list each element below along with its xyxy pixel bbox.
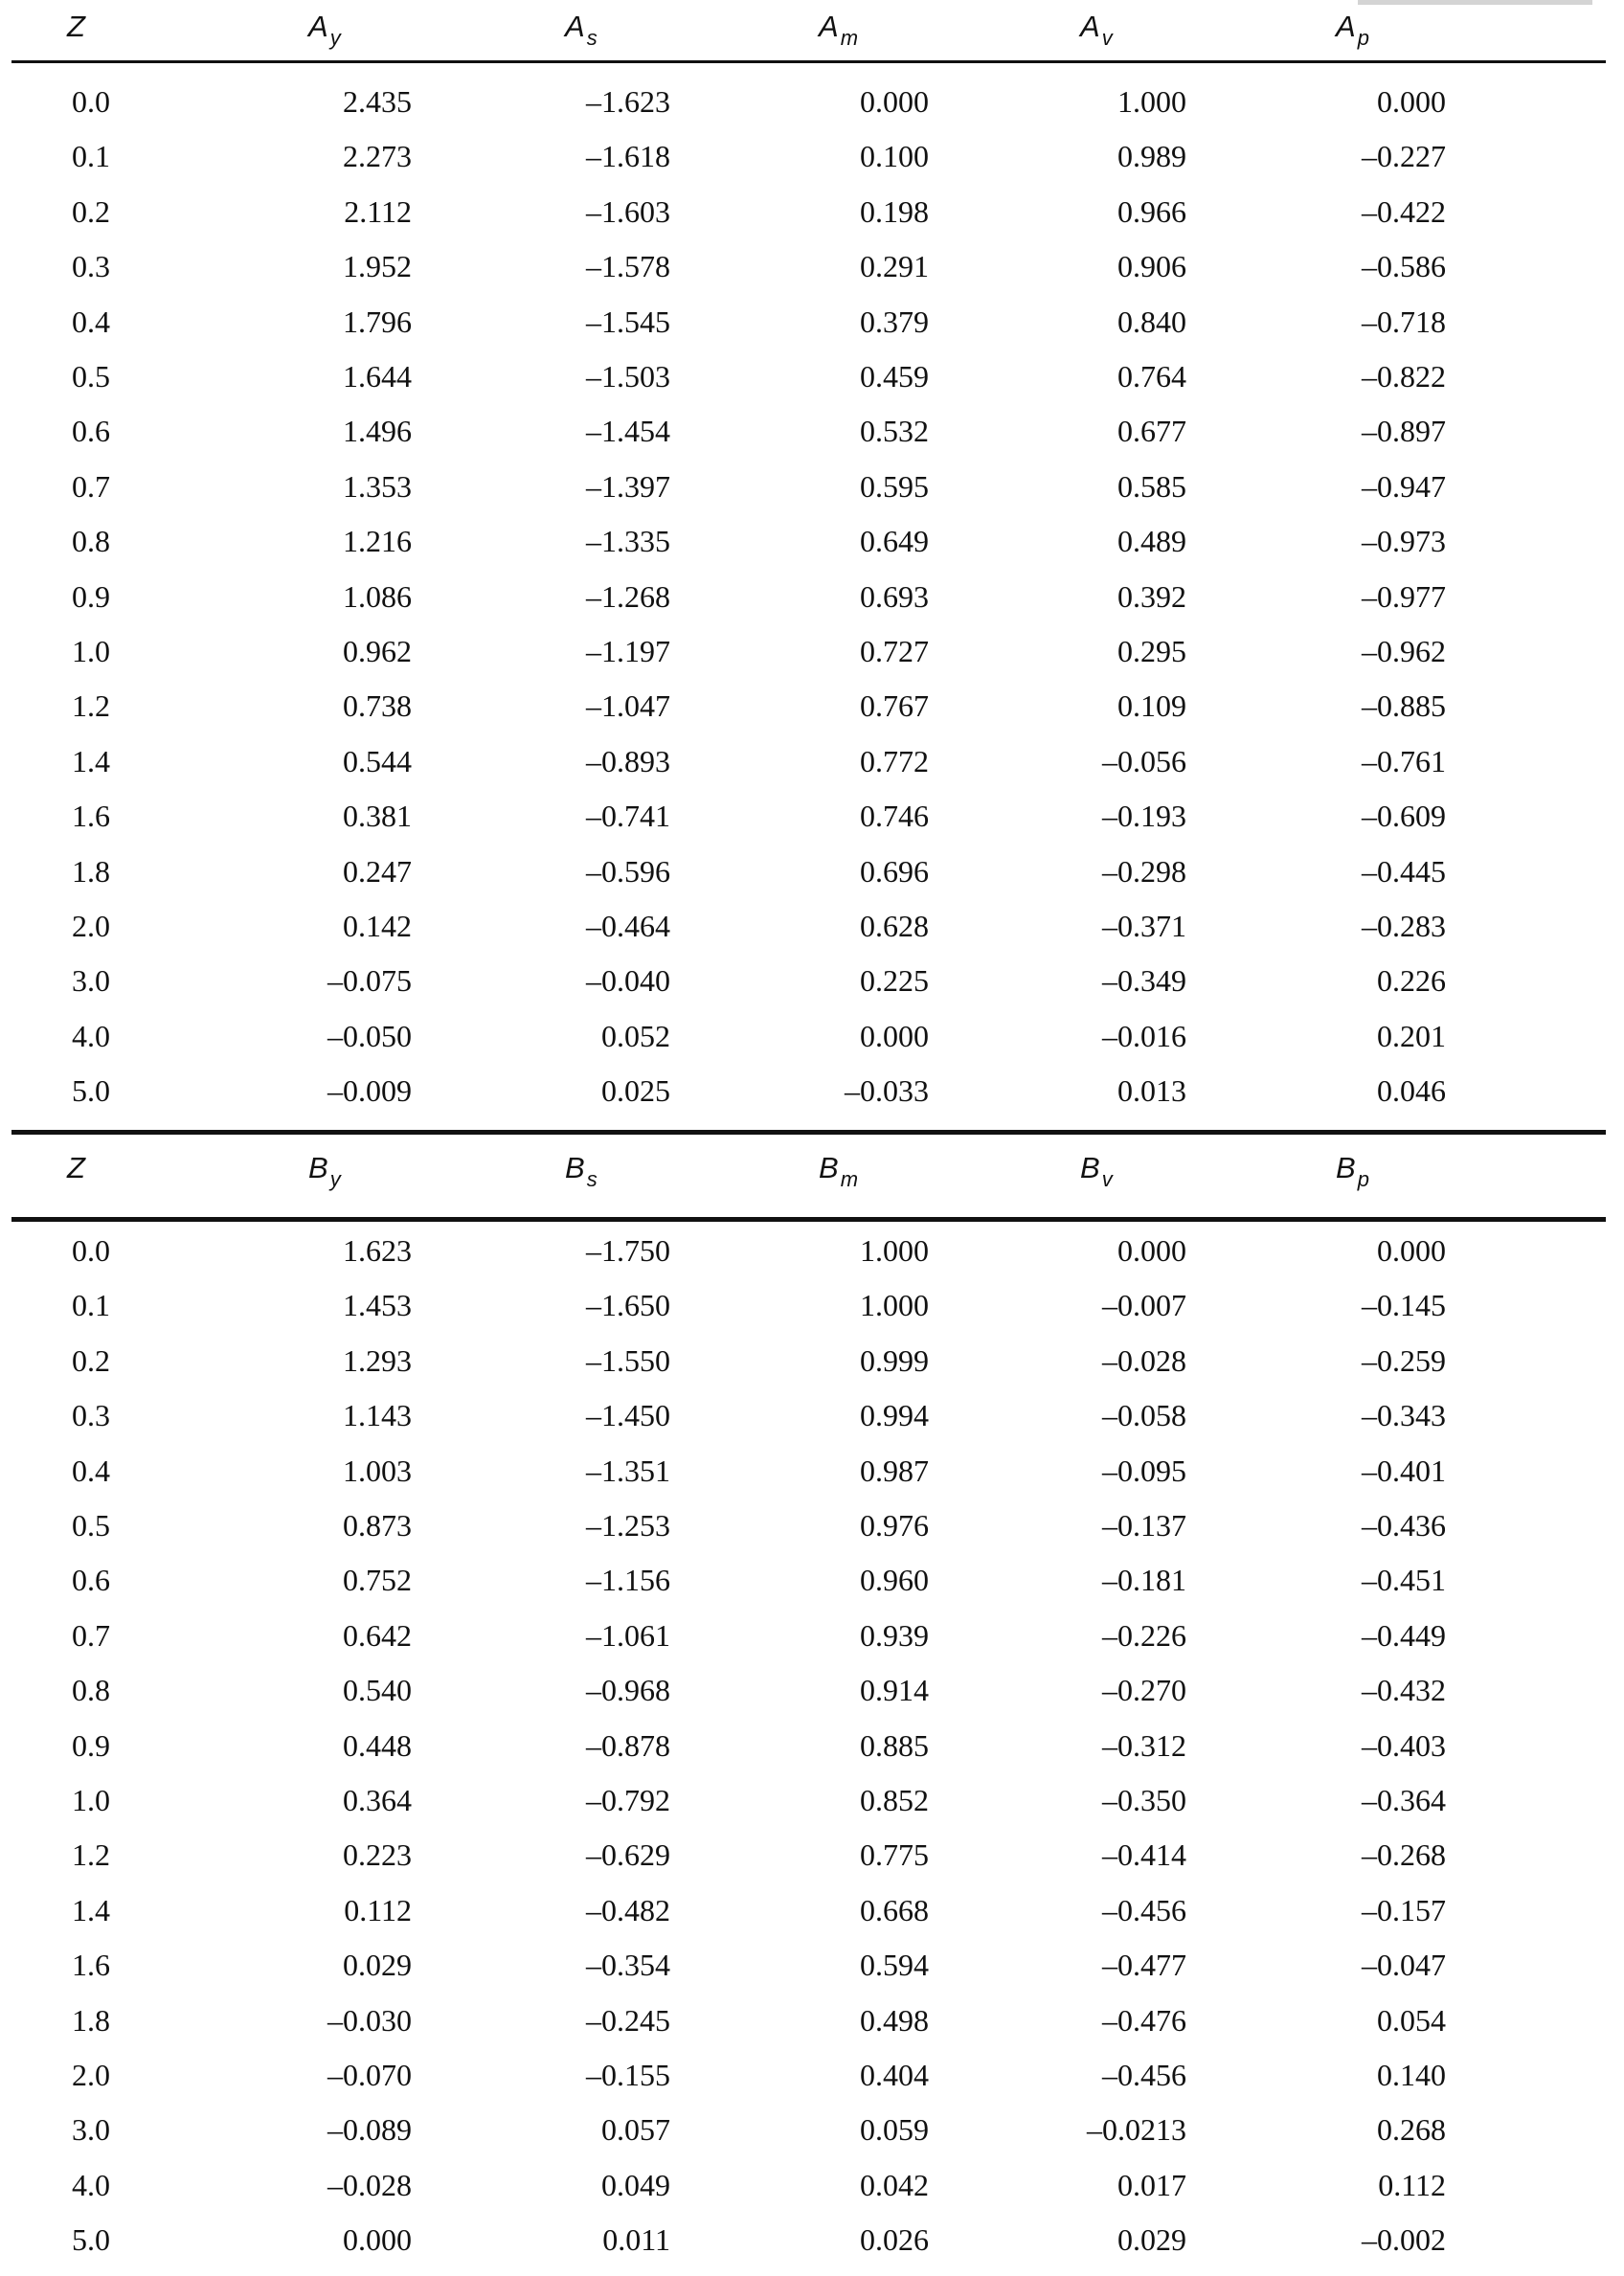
cell-y-value: –0.075 xyxy=(327,963,412,999)
cell-y-value: 1.644 xyxy=(343,359,412,394)
cell-s-value: –1.268 xyxy=(586,578,670,614)
cell-p-value: 0.046 xyxy=(1377,1073,1446,1109)
cell-s-value: –0.464 xyxy=(586,909,670,943)
cell-s-value: 0.011 xyxy=(602,2222,670,2258)
cell-z-value: 1.4 xyxy=(72,743,110,778)
table-row xyxy=(0,1506,1624,1561)
cell-v-value: –0.414 xyxy=(1102,1837,1186,1873)
cell-s-value: –1.750 xyxy=(586,1233,670,1268)
cell-m-value: 0.404 xyxy=(860,2058,929,2092)
cell-v-value: 0.109 xyxy=(1117,688,1186,724)
cell-y-value: –0.009 xyxy=(327,1073,412,1109)
cell-p-value: 0.201 xyxy=(1377,1018,1446,1053)
column-header-b-s: $B_s$ xyxy=(565,1151,598,1191)
cell-z-value: 1.6 xyxy=(72,799,110,834)
column-header-b-y: $B_y$ xyxy=(308,1151,341,1191)
cell-m-value: 0.885 xyxy=(860,1727,929,1763)
table-row xyxy=(0,907,1624,961)
cell-y-value: –0.050 xyxy=(327,1018,412,1053)
table-row xyxy=(0,632,1624,687)
cell-v-value: –0.226 xyxy=(1102,1617,1186,1653)
cell-p-value: –0.885 xyxy=(1362,688,1446,724)
table-row xyxy=(0,82,1624,137)
cell-s-value: 0.057 xyxy=(601,2112,670,2148)
table-row xyxy=(0,303,1624,357)
table-row xyxy=(0,2166,1624,2220)
column-header-z: Z xyxy=(67,10,85,43)
column-header-a-m: $A_m$ xyxy=(819,10,859,50)
cell-z-value: 0.3 xyxy=(72,249,110,284)
table-row xyxy=(0,797,1624,851)
cell-y-value: 0.540 xyxy=(343,1673,412,1708)
cell-v-value: –0.095 xyxy=(1102,1453,1186,1488)
cell-p-value: 0.140 xyxy=(1377,2058,1446,2092)
cell-v-value: 0.013 xyxy=(1117,1073,1186,1109)
table-row xyxy=(0,1071,1624,1126)
cell-p-value: –0.343 xyxy=(1362,1398,1446,1433)
cell-y-value: 1.353 xyxy=(343,468,412,504)
cell-y-value: 2.273 xyxy=(343,139,412,174)
cell-z-value: 1.8 xyxy=(72,2002,110,2038)
cell-v-value: 0.489 xyxy=(1117,524,1186,559)
cell-s-value: –0.741 xyxy=(586,799,670,834)
cell-p-value: –0.947 xyxy=(1362,468,1446,504)
cell-z-value: 0.2 xyxy=(72,1342,110,1378)
table-row xyxy=(0,1341,1624,1396)
cell-p-value: –0.962 xyxy=(1362,634,1446,668)
cell-v-value: –0.016 xyxy=(1102,1018,1186,1053)
cell-y-value: 0.381 xyxy=(343,799,412,834)
cell-y-value: 1.086 xyxy=(343,578,412,614)
cell-z-value: 5.0 xyxy=(72,2222,110,2258)
cell-p-value: –0.586 xyxy=(1362,249,1446,284)
cell-y-value: 2.112 xyxy=(344,193,412,229)
cell-s-value: 0.052 xyxy=(601,1018,670,1053)
cell-m-value: 0.727 xyxy=(860,634,929,668)
cell-z-value: 3.0 xyxy=(72,2112,110,2148)
cell-s-value: 0.049 xyxy=(601,2167,670,2202)
cell-s-value: –1.623 xyxy=(586,84,670,119)
column-header-z: Z xyxy=(67,1151,85,1184)
cell-m-value: 0.042 xyxy=(860,2167,929,2202)
cell-y-value: 1.293 xyxy=(343,1342,412,1378)
cell-m-value: 0.532 xyxy=(860,414,929,449)
cell-p-value: –0.718 xyxy=(1362,304,1446,339)
cell-y-value: 0.364 xyxy=(343,1783,412,1817)
cell-p-value: –0.973 xyxy=(1362,524,1446,559)
column-header-b-v: $B_v$ xyxy=(1080,1151,1113,1191)
table-row xyxy=(0,852,1624,907)
table-row xyxy=(0,2001,1624,2056)
cell-v-value: –0.056 xyxy=(1102,743,1186,778)
cell-s-value: –1.047 xyxy=(586,688,670,724)
table-row xyxy=(0,1891,1624,1946)
cell-z-value: 0.4 xyxy=(72,304,110,339)
cell-y-value: 0.142 xyxy=(343,909,412,943)
cell-m-value: 0.100 xyxy=(860,139,929,174)
cell-v-value: –0.181 xyxy=(1102,1563,1186,1598)
cell-v-value: –0.298 xyxy=(1102,853,1186,889)
cell-s-value: –1.197 xyxy=(586,634,670,668)
cell-s-value: –1.253 xyxy=(586,1508,670,1543)
cell-v-value: 0.029 xyxy=(1117,2222,1186,2258)
cell-z-value: 0.7 xyxy=(72,1617,110,1653)
table-row xyxy=(0,1561,1624,1615)
cell-z-value: 0.2 xyxy=(72,193,110,229)
cell-v-value: –0.137 xyxy=(1102,1508,1186,1543)
cell-p-value: 0.000 xyxy=(1377,84,1446,119)
cell-z-value: 0.5 xyxy=(72,359,110,394)
cell-y-value: –0.089 xyxy=(327,2112,412,2148)
table-row xyxy=(0,467,1624,522)
cell-z-value: 0.1 xyxy=(72,1288,110,1323)
cell-p-value: –0.364 xyxy=(1362,1783,1446,1817)
cell-p-value: –0.432 xyxy=(1362,1673,1446,1708)
column-header-a-v: $A_v$ xyxy=(1080,10,1113,50)
cell-m-value: 0.595 xyxy=(860,468,929,504)
table-a-header-rule xyxy=(11,60,1606,63)
cell-m-value: 0.999 xyxy=(860,1342,929,1378)
cell-p-value: –0.449 xyxy=(1362,1617,1446,1653)
cell-p-value: –0.403 xyxy=(1362,1727,1446,1763)
cell-p-value: –0.609 xyxy=(1362,799,1446,834)
cell-p-value: 0.054 xyxy=(1377,2002,1446,2038)
table-row xyxy=(0,247,1624,302)
cell-m-value: 0.775 xyxy=(860,1837,929,1873)
cell-m-value: 0.379 xyxy=(860,304,929,339)
cell-p-value: 0.000 xyxy=(1377,1233,1446,1268)
cell-v-value: 0.585 xyxy=(1117,468,1186,504)
cell-z-value: 1.8 xyxy=(72,853,110,889)
cell-s-value: –1.578 xyxy=(586,249,670,284)
cell-y-value: –0.028 xyxy=(327,2167,412,2202)
table-row xyxy=(0,192,1624,247)
cell-p-value: –0.047 xyxy=(1362,1948,1446,1983)
cell-m-value: 0.960 xyxy=(860,1563,929,1598)
table-row xyxy=(0,2056,1624,2110)
column-header-a-p: $A_p$ xyxy=(1336,10,1369,50)
cell-y-value: 0.000 xyxy=(343,2222,412,2258)
table-row xyxy=(0,577,1624,632)
table-row xyxy=(0,137,1624,192)
cell-p-value: –0.977 xyxy=(1362,578,1446,614)
cell-m-value: 0.994 xyxy=(860,1398,929,1433)
cell-y-value: 0.544 xyxy=(343,743,412,778)
cell-y-value: 1.496 xyxy=(343,414,412,449)
cell-m-value: 1.000 xyxy=(860,1233,929,1268)
cell-y-value: 1.453 xyxy=(343,1288,412,1323)
cell-s-value: –0.245 xyxy=(586,2002,670,2038)
cell-p-value: 0.112 xyxy=(1378,2167,1446,2202)
cell-p-value: –0.451 xyxy=(1362,1563,1446,1598)
cell-m-value: 0.649 xyxy=(860,524,929,559)
cell-s-value: –1.454 xyxy=(586,414,670,449)
cell-v-value: –0.312 xyxy=(1102,1727,1186,1763)
cell-m-value: 0.693 xyxy=(860,578,929,614)
table-row xyxy=(0,1017,1624,1071)
cell-z-value: 2.0 xyxy=(72,2058,110,2092)
cell-v-value: –0.028 xyxy=(1102,1342,1186,1378)
cell-v-value: –0.456 xyxy=(1102,1892,1186,1927)
table-row xyxy=(0,412,1624,466)
cell-m-value: 1.000 xyxy=(860,1288,929,1323)
cell-y-value: 0.223 xyxy=(343,1837,412,1873)
table-row xyxy=(0,1452,1624,1506)
column-header-a-y: $A_y$ xyxy=(308,10,341,50)
cell-s-value: –0.040 xyxy=(586,963,670,999)
cell-v-value: 0.989 xyxy=(1117,139,1186,174)
cell-s-value: –0.482 xyxy=(586,1892,670,1927)
cell-y-value: 0.448 xyxy=(343,1727,412,1763)
cell-s-value: –0.629 xyxy=(586,1837,670,1873)
cell-z-value: 0.6 xyxy=(72,414,110,449)
cell-z-value: 0.6 xyxy=(72,1563,110,1598)
cell-s-value: –1.545 xyxy=(586,304,670,339)
table-row xyxy=(0,961,1624,1016)
table-row xyxy=(0,1836,1624,1890)
cell-p-value: –0.445 xyxy=(1362,853,1446,889)
cell-p-value: –0.145 xyxy=(1362,1288,1446,1323)
cell-v-value: –0.193 xyxy=(1102,799,1186,834)
cell-m-value: 0.746 xyxy=(860,799,929,834)
cell-y-value: 0.752 xyxy=(343,1563,412,1598)
cell-z-value: 1.0 xyxy=(72,634,110,668)
cell-s-value: –0.893 xyxy=(586,743,670,778)
cell-p-value: –0.761 xyxy=(1362,743,1446,778)
cell-p-value: –0.822 xyxy=(1362,359,1446,394)
cell-p-value: –0.259 xyxy=(1362,1342,1446,1378)
cell-z-value: 0.1 xyxy=(72,139,110,174)
cell-s-value: 0.025 xyxy=(601,1073,670,1109)
cell-y-value: 0.962 xyxy=(343,634,412,668)
table-row xyxy=(0,357,1624,412)
cell-p-value: 0.226 xyxy=(1377,963,1446,999)
table-b-header-rule xyxy=(11,1217,1606,1222)
cell-p-value: –0.283 xyxy=(1362,909,1446,943)
cell-y-value: 2.435 xyxy=(343,84,412,119)
cell-y-value: –0.030 xyxy=(327,2002,412,2038)
cell-v-value: 0.840 xyxy=(1117,304,1186,339)
cell-v-value: 0.677 xyxy=(1117,414,1186,449)
scan-artifact xyxy=(1358,0,1592,5)
cell-y-value: 0.642 xyxy=(343,1617,412,1653)
cell-s-value: –0.596 xyxy=(586,853,670,889)
cell-s-value: –1.618 xyxy=(586,139,670,174)
table-row xyxy=(0,1396,1624,1451)
cell-z-value: 1.0 xyxy=(72,1783,110,1817)
cell-v-value: –0.0213 xyxy=(1087,2112,1186,2148)
cell-z-value: 0.0 xyxy=(72,84,110,119)
cell-p-value: –0.268 xyxy=(1362,1837,1446,1873)
cell-m-value: 0.059 xyxy=(860,2112,929,2148)
cell-m-value: 0.198 xyxy=(860,193,929,229)
cell-m-value: 0.291 xyxy=(860,249,929,284)
cell-s-value: –0.878 xyxy=(586,1727,670,1763)
table-row xyxy=(0,742,1624,797)
cell-v-value: 0.966 xyxy=(1117,193,1186,229)
table-a-header-row xyxy=(0,8,1624,56)
cell-m-value: 0.696 xyxy=(860,853,929,889)
cell-z-value: 0.7 xyxy=(72,468,110,504)
cell-m-value: 0.939 xyxy=(860,1617,929,1653)
cell-s-value: –1.335 xyxy=(586,524,670,559)
cell-z-value: 1.6 xyxy=(72,1948,110,1983)
cell-s-value: –1.156 xyxy=(586,1563,670,1598)
cell-y-value: 1.003 xyxy=(343,1453,412,1488)
cell-z-value: 0.8 xyxy=(72,1673,110,1708)
cell-s-value: –1.603 xyxy=(586,193,670,229)
column-header-b-m: $B_m$ xyxy=(819,1151,859,1191)
cell-v-value: 0.906 xyxy=(1117,249,1186,284)
cell-y-value: 1.623 xyxy=(343,1233,412,1268)
cell-z-value: 0.8 xyxy=(72,524,110,559)
cell-v-value: –0.058 xyxy=(1102,1398,1186,1433)
cell-s-value: –0.155 xyxy=(586,2058,670,2092)
cell-p-value: –0.157 xyxy=(1362,1892,1446,1927)
cell-p-value: –0.897 xyxy=(1362,414,1446,449)
cell-v-value: –0.371 xyxy=(1102,909,1186,943)
cell-y-value: 0.029 xyxy=(343,1948,412,1983)
cell-m-value: 0.914 xyxy=(860,1673,929,1708)
cell-s-value: –1.550 xyxy=(586,1342,670,1378)
cell-z-value: 1.2 xyxy=(72,1837,110,1873)
cell-z-value: 0.9 xyxy=(72,578,110,614)
cell-m-value: 0.225 xyxy=(860,963,929,999)
cell-z-value: 0.4 xyxy=(72,1453,110,1488)
cell-m-value: 0.000 xyxy=(860,84,929,119)
cell-v-value: 1.000 xyxy=(1117,84,1186,119)
table-divider-rule xyxy=(11,1130,1606,1135)
table-row xyxy=(0,2110,1624,2165)
cell-s-value: –1.351 xyxy=(586,1453,670,1488)
cell-v-value: –0.350 xyxy=(1102,1783,1186,1817)
cell-y-value: –0.070 xyxy=(327,2058,412,2092)
cell-m-value: 0.976 xyxy=(860,1508,929,1543)
cell-z-value: 1.4 xyxy=(72,1892,110,1927)
cell-s-value: –1.503 xyxy=(586,359,670,394)
cell-m-value: 0.987 xyxy=(860,1453,929,1488)
column-header-b-p: $B_p$ xyxy=(1336,1151,1369,1191)
cell-y-value: 1.796 xyxy=(343,304,412,339)
cell-v-value: –0.270 xyxy=(1102,1673,1186,1708)
table-row xyxy=(0,1946,1624,2000)
cell-p-value: –0.436 xyxy=(1362,1508,1446,1543)
cell-z-value: 0.5 xyxy=(72,1508,110,1543)
cell-y-value: 0.873 xyxy=(343,1508,412,1543)
cell-y-value: 0.247 xyxy=(343,853,412,889)
cell-v-value: 0.392 xyxy=(1117,578,1186,614)
cell-z-value: 0.3 xyxy=(72,1398,110,1433)
cell-z-value: 5.0 xyxy=(72,1073,110,1109)
column-header-a-s: $A_s$ xyxy=(565,10,598,50)
cell-v-value: 0.017 xyxy=(1117,2167,1186,2202)
cell-m-value: 0.498 xyxy=(860,2002,929,2038)
cell-s-value: –1.061 xyxy=(586,1617,670,1653)
cell-m-value: 0.026 xyxy=(860,2222,929,2258)
cell-y-value: 1.143 xyxy=(343,1398,412,1433)
table-b-header-row xyxy=(0,1149,1624,1197)
cell-s-value: –1.450 xyxy=(586,1398,670,1433)
cell-p-value: –0.002 xyxy=(1362,2222,1446,2258)
cell-p-value: 0.268 xyxy=(1377,2112,1446,2148)
table-row xyxy=(0,1671,1624,1725)
cell-m-value: 0.000 xyxy=(860,1018,929,1053)
cell-m-value: 0.594 xyxy=(860,1948,929,1983)
cell-y-value: 1.216 xyxy=(343,524,412,559)
cell-z-value: 0.9 xyxy=(72,1727,110,1763)
cell-v-value: –0.456 xyxy=(1102,2058,1186,2092)
cell-z-value: 2.0 xyxy=(72,909,110,943)
cell-v-value: –0.349 xyxy=(1102,963,1186,999)
cell-v-value: 0.764 xyxy=(1117,359,1186,394)
cell-m-value: 0.668 xyxy=(860,1892,929,1927)
table-row xyxy=(0,1781,1624,1836)
cell-v-value: –0.476 xyxy=(1102,2002,1186,2038)
cell-m-value: 0.767 xyxy=(860,688,929,724)
table-row xyxy=(0,522,1624,576)
cell-z-value: 1.2 xyxy=(72,688,110,724)
cell-z-value: 4.0 xyxy=(72,1018,110,1053)
cell-v-value: 0.000 xyxy=(1117,1233,1186,1268)
cell-z-value: 0.0 xyxy=(72,1233,110,1268)
cell-y-value: 1.952 xyxy=(343,249,412,284)
cell-v-value: –0.007 xyxy=(1102,1288,1186,1323)
cell-p-value: –0.401 xyxy=(1362,1453,1446,1488)
cell-z-value: 4.0 xyxy=(72,2167,110,2202)
cell-p-value: –0.422 xyxy=(1362,193,1446,229)
table-row xyxy=(0,1616,1624,1671)
cell-z-value: 3.0 xyxy=(72,963,110,999)
cell-s-value: –1.650 xyxy=(586,1288,670,1323)
cell-m-value: 0.852 xyxy=(860,1783,929,1817)
cell-m-value: 0.628 xyxy=(860,909,929,943)
cell-s-value: –1.397 xyxy=(586,468,670,504)
table-row xyxy=(0,1726,1624,1781)
table-row xyxy=(0,2220,1624,2275)
cell-y-value: 0.112 xyxy=(344,1892,412,1927)
cell-m-value: 0.772 xyxy=(860,743,929,778)
cell-s-value: –0.968 xyxy=(586,1673,670,1708)
cell-m-value: –0.033 xyxy=(845,1073,929,1109)
cell-y-value: 0.738 xyxy=(343,688,412,724)
table-row xyxy=(0,687,1624,741)
cell-s-value: –0.792 xyxy=(586,1783,670,1817)
cell-p-value: –0.227 xyxy=(1362,139,1446,174)
cell-s-value: –0.354 xyxy=(586,1948,670,1983)
table-row xyxy=(0,1231,1624,1286)
cell-m-value: 0.459 xyxy=(860,359,929,394)
table-row xyxy=(0,1286,1624,1341)
cell-v-value: 0.295 xyxy=(1117,634,1186,668)
cell-v-value: –0.477 xyxy=(1102,1948,1186,1983)
